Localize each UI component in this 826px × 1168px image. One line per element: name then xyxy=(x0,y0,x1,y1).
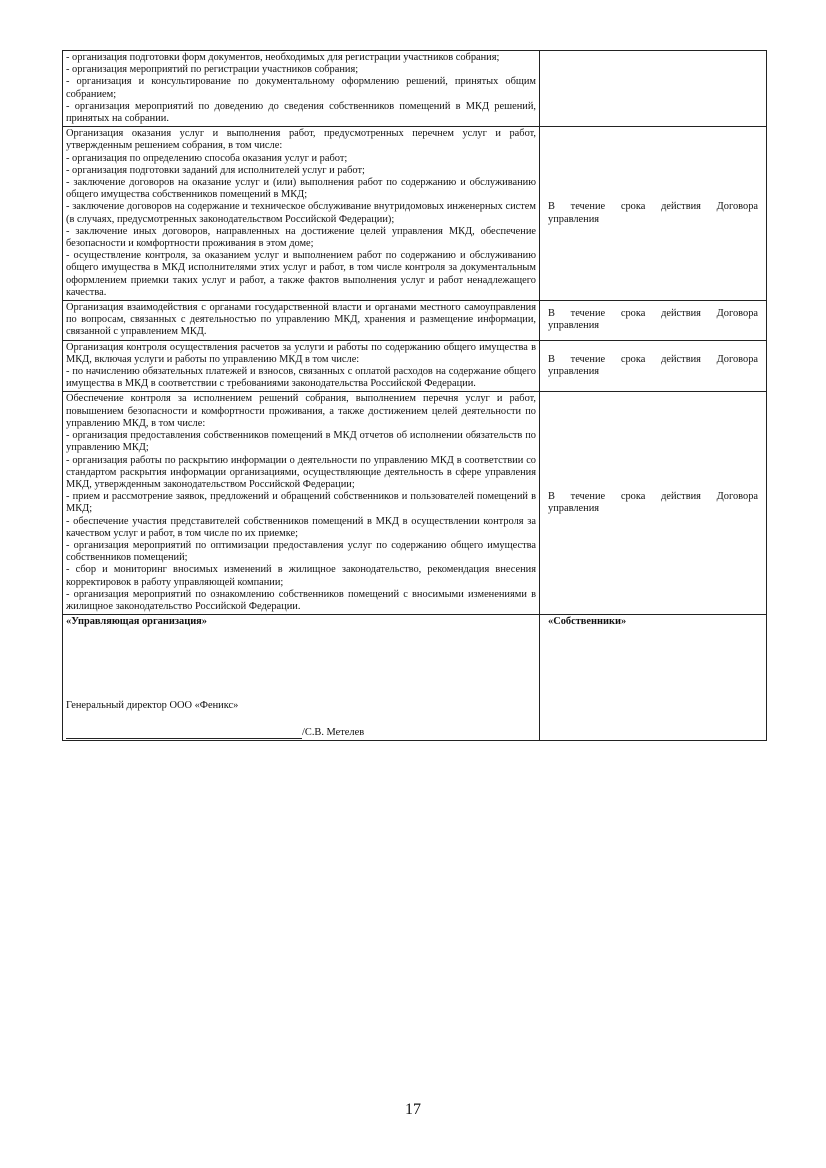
term-cell xyxy=(540,301,767,341)
work-description-cell xyxy=(63,51,540,127)
director-position: Генеральный директор ООО «Феникс» xyxy=(66,700,239,712)
work-item-text: - осуществление контроля, за оказанием услуг и выполнением работ по содержанию и обслуживанию общего имущества в МКД исполнителями этих услуг и работ, в том числе контроля за документальным оформлением приемки таких услуг и работ, а также фактов выполнения услуг и работ ненадлежащего качества. xyxy=(66,250,536,298)
term-text: В течение срока действия Договора управления xyxy=(548,353,758,378)
term-text: В течение срока действия Договора управления xyxy=(548,491,758,515)
work-item-text: - организация подготовки форм документов, необходимых для регистрации участников собрания; xyxy=(66,52,500,63)
owners-title: «Собственники» xyxy=(548,616,627,628)
table-body xyxy=(63,51,767,741)
work-item-text: - организация работы по раскрытию информации о деятельности по управлению МКД в соответствии со стандартом раскрытия информации организациями, осуществляющие деятельность в сфере управления МКД, утвержденным законодательством Российской Федерации; xyxy=(66,454,536,490)
work-item-text: - сбор и мониторинг вносимых изменений в жилищное законодательство, рекомендация внесения корректировок в работу управляющей компании; xyxy=(66,564,536,588)
table-row xyxy=(63,340,767,392)
work-item-text: - организация и консультирование по документальному оформлению решений, принятых общим собранием; xyxy=(66,76,536,100)
work-item-text: - организация предоставления собственников помещений в МКД отчетов об исполнении обязательств по управлению МКД; xyxy=(66,430,536,454)
work-item-text: - заключение договоров на оказание услуг и (или) выполнения работ по содержанию и обслуживанию общего имущества собственников помещений в МКД; xyxy=(66,177,536,201)
work-item-text: - организация мероприятий по доведению до сведения собственников помещений в МКД решений, принятых на собрании. xyxy=(66,100,536,125)
work-item-text: - заключение договоров на содержание и техническое обслуживание внутридомовых инженерных систем (в случаях, предусмотренных законодательством Российской Федерации); xyxy=(66,201,536,225)
work-item-text: Организация контроля осуществления расчетов за услуги и работы по содержанию общего имущества в МКД, включая услуги и работы по управлению МКД в том числе: xyxy=(66,341,536,365)
term-cell xyxy=(540,340,767,392)
work-description-cell xyxy=(63,340,540,392)
signature-line xyxy=(66,727,536,739)
table-row xyxy=(63,127,767,301)
signature-underline xyxy=(66,728,302,739)
term-text: В течение срока действия Договора управления xyxy=(548,308,758,332)
work-description-cell xyxy=(63,127,540,301)
signature-left-cell xyxy=(63,615,540,741)
signature-gap xyxy=(66,628,536,700)
work-item-text: Обеспечение контроля за исполнением решений собрания, выполнением перечня услуг и работ, повышением безопасности и комфортности проживания, а также достижением целей деятельности по управлению МКД, в том числе: xyxy=(66,393,536,429)
work-item-text: - организация подготовки заданий для исполнителей услуг и работ; xyxy=(66,164,365,176)
page-number: 17 xyxy=(405,1101,421,1118)
term-text: В течение срока действия Договора управления xyxy=(548,201,758,225)
work-item-text: - обеспечение участия представителей собственников помещений в МКД в осуществлении контроля за качеством услуг и работ, в том числе по их приемке; xyxy=(66,515,536,539)
term-cell xyxy=(540,127,767,301)
signature-row xyxy=(63,615,767,741)
work-description-cell xyxy=(63,301,540,341)
work-description-cell xyxy=(63,392,540,615)
management-org-title: «Управляющая организация» xyxy=(66,616,208,628)
table-row xyxy=(63,301,767,341)
term-cell xyxy=(540,392,767,615)
work-item-text: - организация мероприятий по ознакомлению собственников помещений с вносимыми изменениями в жилищное законодательство Российской Федерации. xyxy=(66,588,536,612)
work-item-text: - по начислению обязательных платежей и взносов, связанных с оплатой расходов на содержание общего имущества в МКД в соответствии с требованиями законодательства Российской Федерации. xyxy=(66,366,536,390)
director-name: /С.В. Метелев xyxy=(302,726,365,738)
work-item-text: - прием и рассмотрение заявок, предложений и обращений собственников и пользователей помещений в МКД; xyxy=(66,491,536,515)
work-item-text: Организация оказания услуг и выполнения работ, предусмотренных перечнем услуг и работ, утвержденным решением собрания, в том числе: xyxy=(66,128,536,152)
signature-right-cell xyxy=(540,615,767,741)
table-row xyxy=(63,51,767,127)
work-item-text: - заключение иных договоров, направленных на достижение целей управления МКД, обеспечение безопасности и комфортности проживания в этом доме; xyxy=(66,225,536,250)
work-item-text: - организация мероприятий по оптимизации предоставления услуг по содержанию общего имущества собственников помещений; xyxy=(66,539,536,564)
work-item-text: - организация по определению способа оказания услуг и работ; xyxy=(66,152,348,164)
work-item-text: Организация взаимодействия с органами государственной власти и органами местного самоуправления по вопросам, связанных с деятельностью по управлению МКД, хранения и размещение информации, связанной с управлением МКД. xyxy=(66,302,536,338)
table-row xyxy=(63,392,767,615)
work-item-text: - организация мероприятий по регистрации участников собрания; xyxy=(66,64,359,76)
term-cell xyxy=(540,51,767,127)
obligations-table xyxy=(62,50,767,741)
